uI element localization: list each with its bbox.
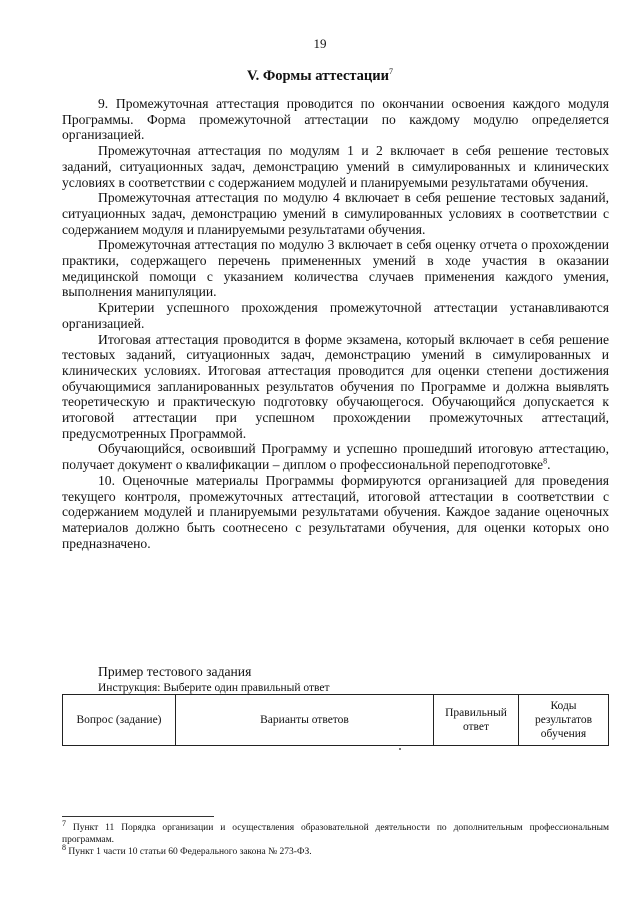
table-header-row [63,695,609,746]
paragraph-10: 10. Оценочные материалы Программы формируются организацией для проведения текущего контроля, промежуточных аттестаций, итоговой аттестации в соответствии с содержанием модулей и планируемыми результатами обучения. Каждое задание оценочных материалов должно быть соотнесено с результатами обучения, для оценки которых оно предназначено. [62,472,609,551]
footnote-8-mark: 8 [62,842,66,852]
paragraph-diploma-end: . [547,457,551,473]
footnote-8 [62,842,609,858]
paragraph-final-attestation: Итоговая аттестация проводится в форме экзамена, который включает в себя решение тестовых заданий, ситуационных задач, демонстрацию умений в симулированных и клинических условиях. Итоговая аттестация проводится для оценки степени достижения обучающимися запланированных результатов обучения по Программе и должна выявлять теоретическую и практическую подготовку обучающегося. Обучающийся допускается к итоговой аттестации при успешном прохождении промежуточных аттестаций, предусмотренных Программой. [62,331,609,441]
paragraph-module-3: Промежуточная аттестация по модулю 3 включает в себя оценку отчета о прохождении практики, содержащего перечень примененных умений в ходе участия в оказании медицинской помощи с указанием количества случаев применения каждого умения, выполнения манипуляции. [62,237,609,300]
footnote-7-mark: 7 [62,818,66,828]
column-result-codes: Коды результатов обучения [519,695,609,746]
footnote-ref-7: 7 [389,67,393,77]
paragraph-diploma [62,441,609,472]
footnote-divider [62,816,214,817]
example-title: Пример тестового задания [98,664,252,679]
section-heading [0,68,640,85]
example-instruction: Инструкция: Выберите один правильный ответ [98,682,330,694]
footnote-8-text: Пункт 1 части 10 статьи 60 Федерального закона № 273-ФЗ. [68,847,312,857]
test-example-table [62,694,609,746]
page-number: 19 [313,36,327,51]
paragraph-9: 9. Промежуточная аттестация проводится по окончании освоения каждого модуля Программы. Форма промежуточной аттестации по каждому модулю определяется организацией. [62,96,609,143]
column-question: Вопрос (задание) [63,695,176,746]
section-heading-text: V. Формы аттестации [246,68,389,84]
footnote-ref-8: 8 [543,456,548,466]
scan-speck [399,748,401,750]
body-text [62,96,609,551]
footnote-7-text: Пункт 11 Порядка организации и осуществления образовательной деятельности по дополнительным профессиональным программам. [62,823,609,845]
paragraph-diploma-text: Обучающийся, освоивший Программу и успешно прошедший итоговую аттестацию, получает документ о квалификации – диплом о профессиональной переподготовке [62,441,609,473]
paragraph-module-4: Промежуточная аттестация по модулю 4 включает в себя решение тестовых заданий, ситуационных задач, демонстрацию умений в симулированных условиях в соответствии с содержанием модуля и планируемыми результатами обучения. [62,190,609,237]
footnotes [62,818,609,858]
column-correct-answer: Правильный ответ [434,695,519,746]
footnote-7 [62,818,609,846]
paragraph-modules-1-2: Промежуточная аттестация по модулям 1 и 2 включает в себя решение тестовых заданий, ситуационных задач, демонстрацию умений в симулированных и клинических условиях в соответствии с содержанием модулей и планируемыми результатами обучения. [62,143,609,190]
paragraph-criteria: Критерии успешного прохождения промежуточной аттестации устанавливаются организацией. [62,300,609,331]
column-answer-options: Варианты ответов [176,695,434,746]
